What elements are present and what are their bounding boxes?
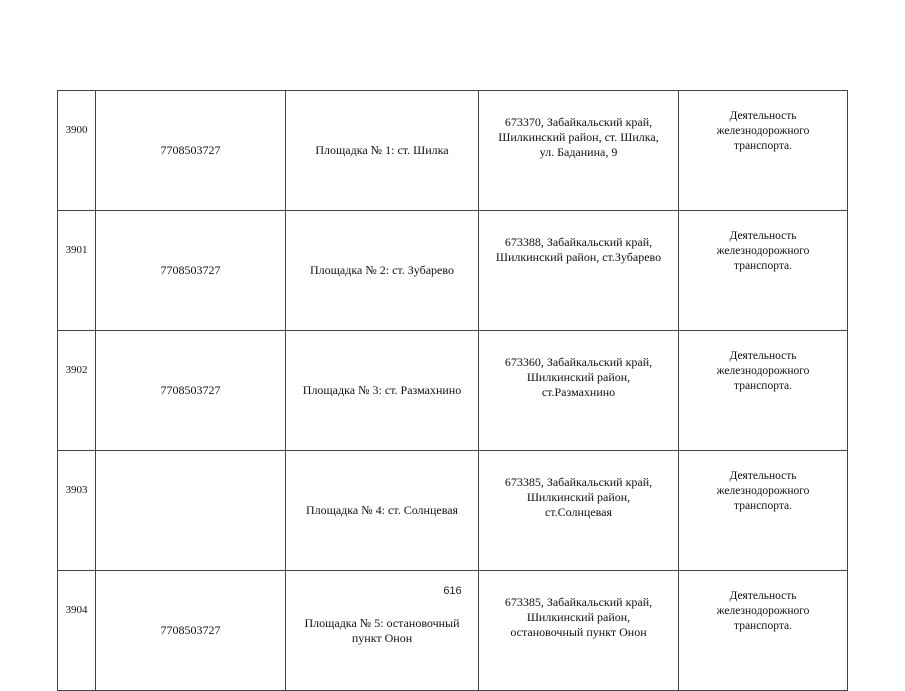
row-number-cell: 3902 <box>58 331 96 451</box>
row-number-cell: 3904 <box>58 571 96 691</box>
row-number-cell: 3903 <box>58 451 96 571</box>
table-row <box>58 91 848 211</box>
row-number-cell: 3900 <box>58 91 96 211</box>
site-cell: Площадка № 2: ст. Зубарево <box>286 211 479 331</box>
table-row <box>58 331 848 451</box>
address-cell: 673388, Забайкальский край, Шилкинский район, ст.Зубарево <box>479 211 679 331</box>
activity-cell: Деятельность железнодорожного транспорта. <box>679 451 848 571</box>
address-cell: 673370, Забайкальский край, Шилкинский район, ст. Шилка, ул. Баданина, 9 <box>479 91 679 211</box>
activity-cell: Деятельность железнодорожного транспорта. <box>679 91 848 211</box>
site-cell: Площадка № 4: ст. Солнцевая <box>286 451 479 571</box>
activity-cell: Деятельность железнодорожного транспорта. <box>679 571 848 691</box>
inn-cell <box>96 451 286 571</box>
activity-cell: Деятельность железнодорожного транспорта. <box>679 211 848 331</box>
site-cell: Площадка № 5: остановочный пункт Онон <box>286 571 479 691</box>
activity-cell: Деятельность железнодорожного транспорта. <box>679 331 848 451</box>
inn-cell: 7708503727 <box>96 331 286 451</box>
inn-cell: 7708503727 <box>96 91 286 211</box>
site-cell: Площадка № 3: ст. Размахнино <box>286 331 479 451</box>
row-number-cell: 3901 <box>58 211 96 331</box>
inn-cell: 7708503727 <box>96 211 286 331</box>
registry-table <box>57 90 848 691</box>
address-cell: 673360, Забайкальский край, Шилкинский район, ст.Размахнино <box>479 331 679 451</box>
site-cell: Площадка № 1: ст. Шилка <box>286 91 479 211</box>
address-cell: 673385, Забайкальский край, Шилкинский район, остановочный пункт Онон <box>479 571 679 691</box>
page-number: 616 <box>443 585 462 597</box>
table-row <box>58 211 848 331</box>
address-cell: 673385, Забайкальский край, Шилкинский район, ст.Солнцевая <box>479 451 679 571</box>
table-row <box>58 451 848 571</box>
inn-cell: 7708503727 <box>96 571 286 691</box>
